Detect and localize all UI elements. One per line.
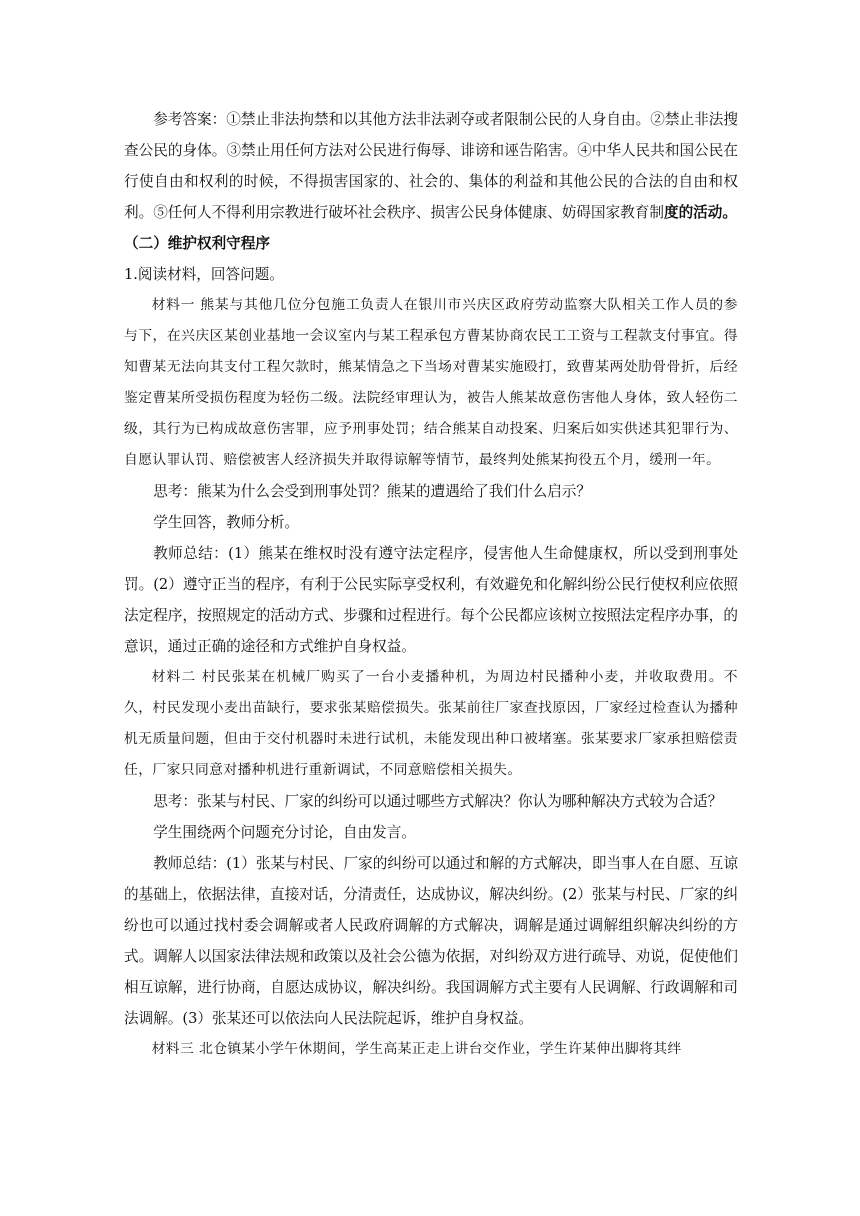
document-page <box>124 104 738 1065</box>
teacher-summary-2: 教师总结：(1）张某与村民、厂家的纠纷可以通过和解的方式解决，即当事人在自愿、互谅的基础上，依据法律，直接对话，分清责任，达成协议，解决纠纷。(2）张某与村民、厂家的纠纷也可以通过找村委会调解或者人民政府调解的方式解决，调解是通过调解组织解决纠纷的方式。调解人以国家法律法规和政策以及社会公德为依据，对纠纷双方进行疏导、劝说，促使他们相互谅解，进行协商，自愿达成协议，解决纠纷。我国调解方式主要有人民调解、行政调解和司法调解。(3）张某还可以依法向人民法院起诉，维护自身权益。 <box>124 855 738 1027</box>
think-2: 思考：张某与村民、厂家的纠纷可以通过哪些方式解决？你认为哪种解决方式较为合适？ <box>153 793 723 810</box>
material-3: 材料三 北仓镇某小学午休期间，学生高某正走上讲台交作业，学生许某伸出脚将其绊 <box>151 1041 682 1057</box>
material-1: 材料一 熊某与其他几位分包施工负责人在银川市兴庆区政府劳动监察大队相关工作人员的参与下，在兴庆区某创业基地一会议室内与某工程承包方曹某协商农民工工资与工程款支付事宜。得知曹某无法向其支付工程欠款时，熊某情急之下当场对曹某实施殴打，致曹某两处肋骨骨折，后经鉴定曹某所受损伤程度为轻伤二级。法院经审理认为，被告人熊某故意伤害他人身体，致人轻伤二级，其行为已构成故意伤害罪，应予刑事处罚；结合熊某自动投案、归案后如实供述其犯罪行为、自愿认罪认罚、赔偿被害人经济损失并取得谅解等情节，最终判处熊某拘役五个月，缓刑一年。 <box>124 297 738 468</box>
material-2: 材料二 村民张某在机械厂购买了一台小麦播种机，为周边村民播种小麦，并收取费用。不久，村民发现小麦出苗缺行，要求张某赔偿损失。张某前往厂家查找原因，厂家经过检查认为播种机无质量问题，但由于交付机器时未进行试机，未能发现出种口被堵塞。张某要求厂家承担赔偿责任，厂家只同意对播种机进行重新调试，不同意赔偿相关损失。 <box>124 669 738 778</box>
reference-answer <box>124 104 738 228</box>
student-answer: 学生回答，教师分析。 <box>153 514 300 531</box>
student-discussion: 学生围绕两个问题充分讨论，自由发言。 <box>153 824 416 841</box>
question-1: 1.阅读材料，回答问题。 <box>124 266 284 283</box>
think-1: 思考：熊某为什么会受到刑事处罚？熊某的遭遇给了我们什么启示？ <box>153 483 592 500</box>
reference-answer-bold-tail: 度的活动。 <box>663 204 737 221</box>
section-heading: （二）维护权利守程序 <box>124 235 270 252</box>
reference-answer-text: 参考答案：①禁止非法拘禁和以其他方法非法剥夺或者限制公民的人身自由。②禁止非法搜查公民的身体。③禁止用任何方法对公民进行侮辱、诽谤和诬告陷害。④中华人民共和国公民在行使自由和权利的时候，不得损害国家的、社会的、集体的利益和其他公民的合法的自由和权利。⑤任何人不得利用宗教进行破坏社会秩序、损害公民身体健康、妨碍国家教育制 <box>124 111 738 221</box>
teacher-summary-1: 教师总结：(1）熊某在维权时没有遵守法定程序，侵害他人生命健康权，所以受到刑事处罚。(2）遵守正当的程序，有利于公民实际享受权利，有效避免和化解纠纷公民行使权利应依照法定程序，按照规定的活动方式、步骤和过程进行。每个公民都应该树立按照法定程序办事，的意识，通过正确的途径和方式维护自身权益。 <box>124 545 738 655</box>
